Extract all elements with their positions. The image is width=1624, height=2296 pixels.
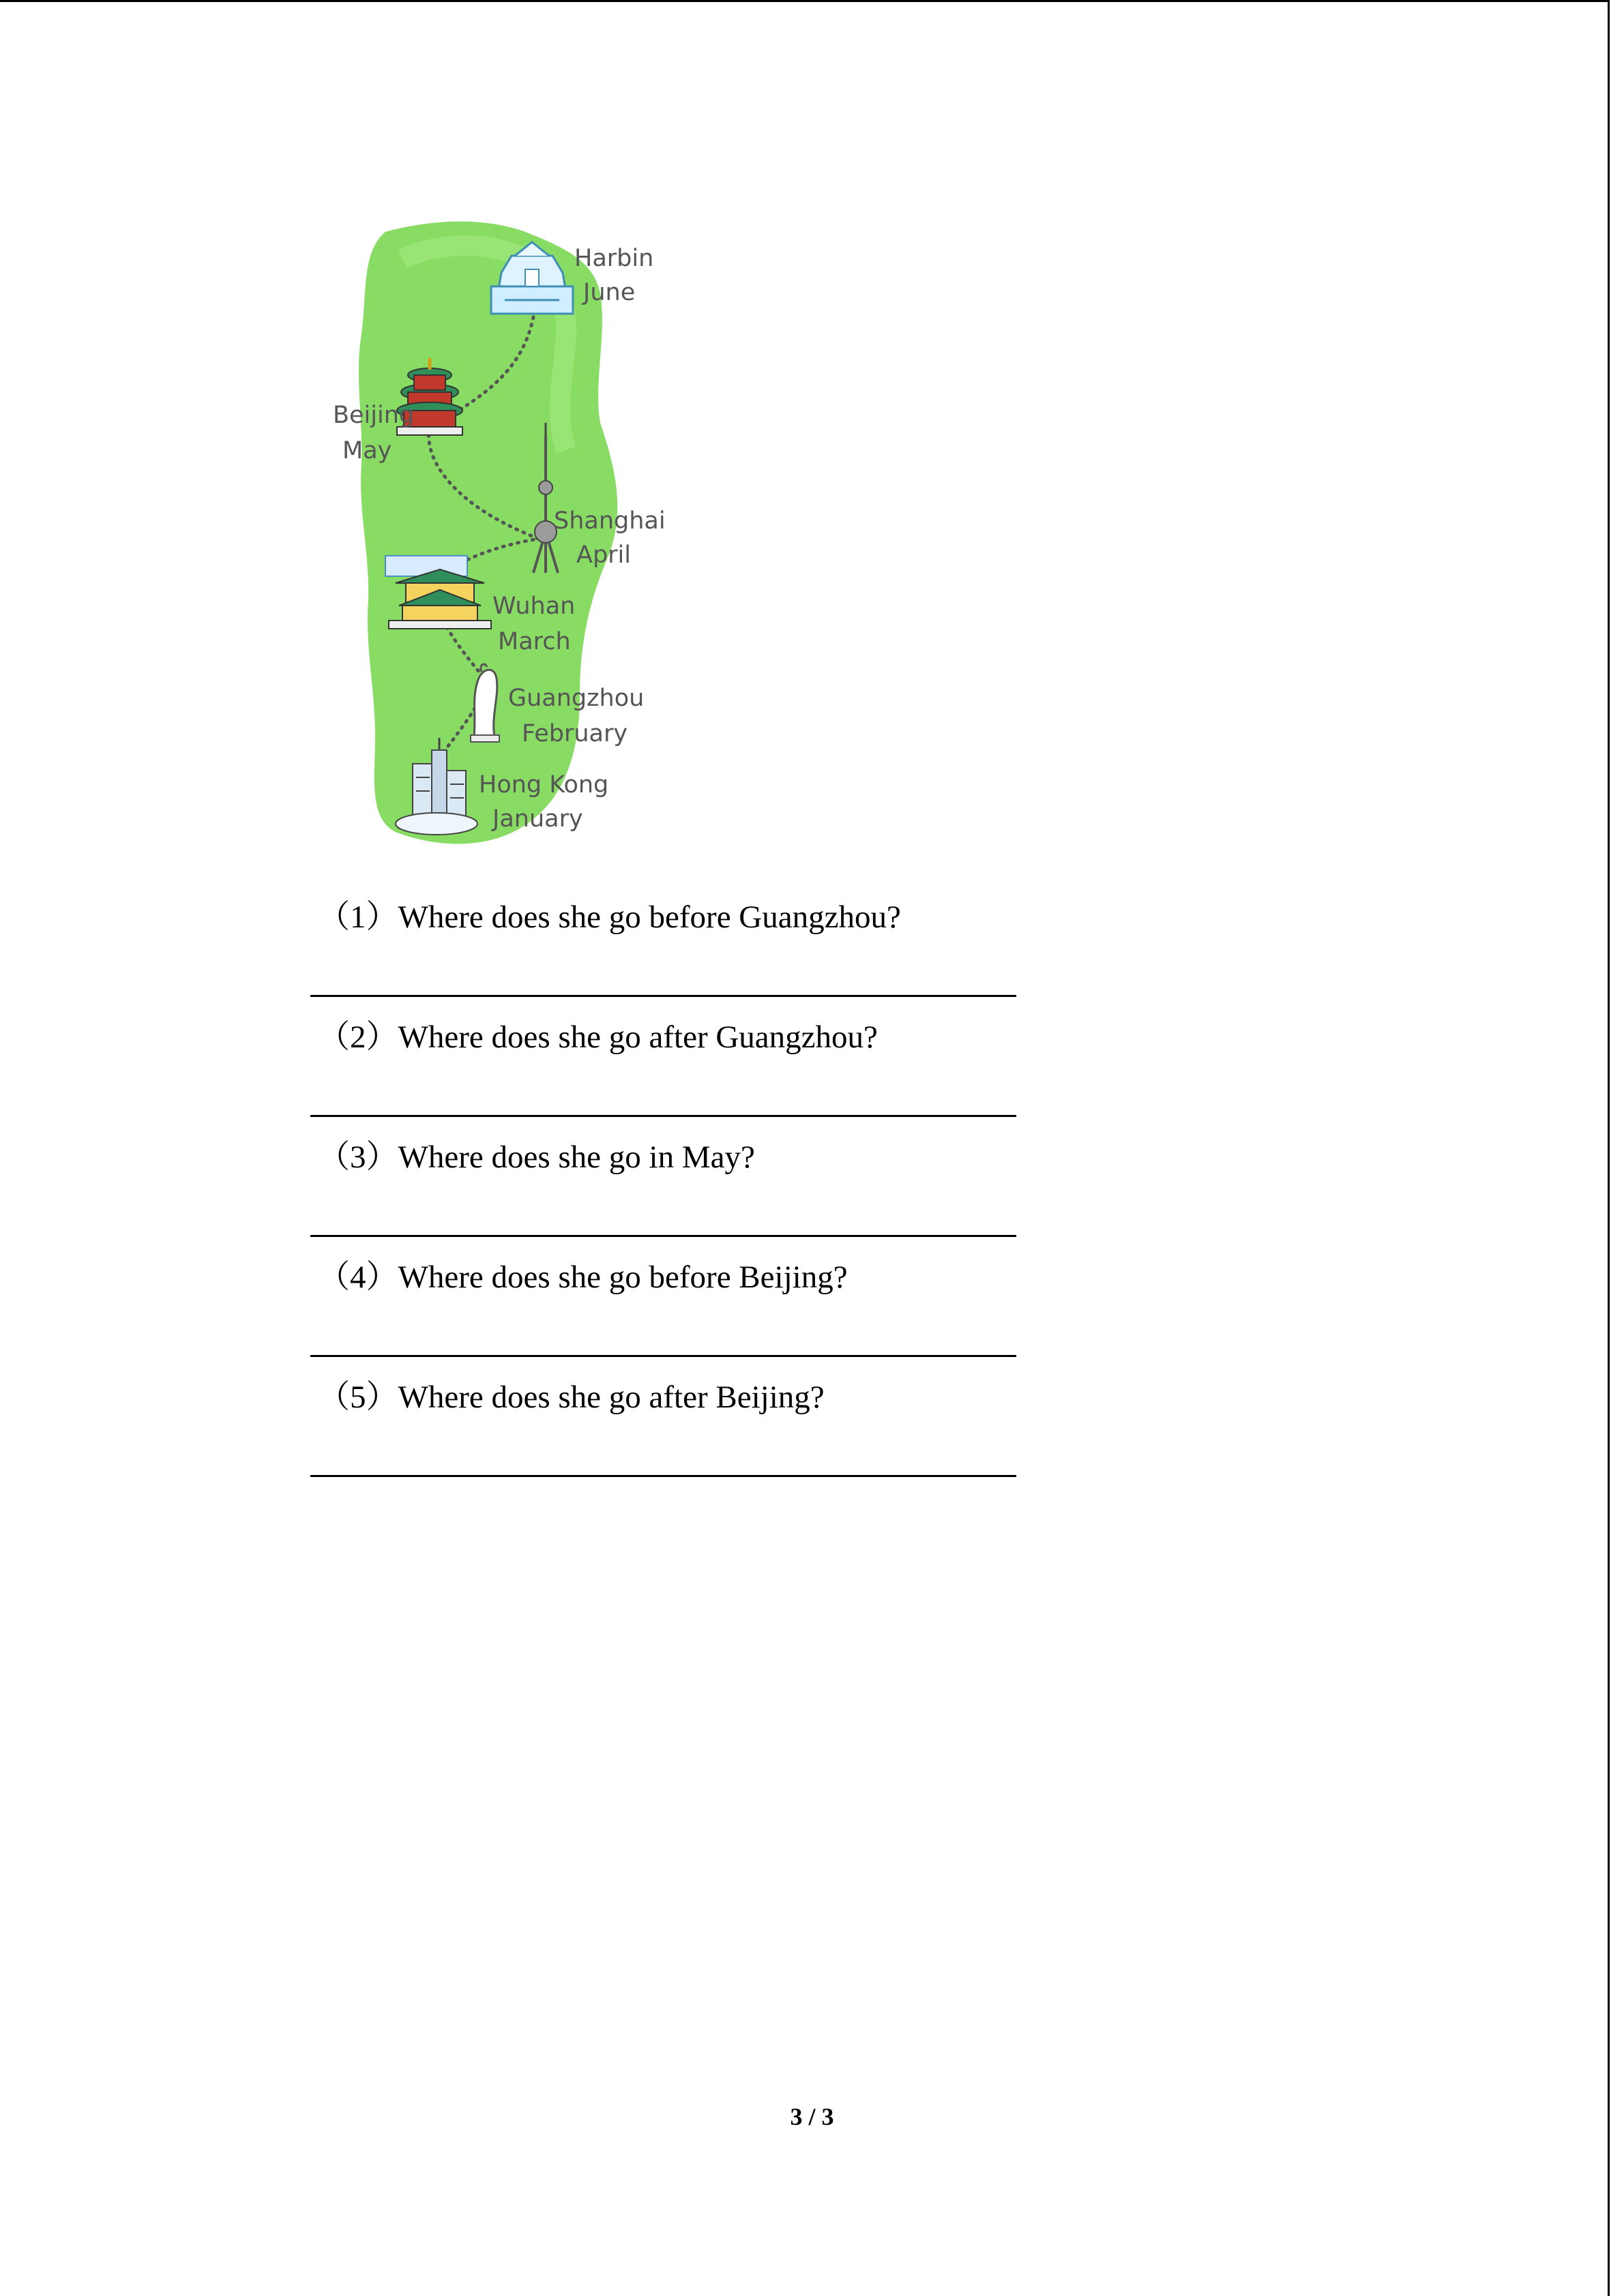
question-text: Where does she go after Guangzhou?: [398, 1019, 878, 1055]
map-label-city: Hong Kong: [479, 771, 609, 799]
map-label-city: Beijing: [333, 402, 415, 429]
question-number: （5）: [318, 1380, 398, 1415]
question-number: （3）: [318, 1139, 398, 1175]
question-number: （2）: [318, 1019, 398, 1055]
map-label-month: June: [583, 279, 636, 306]
map-label-city: Harbin: [574, 245, 654, 272]
question-3: [318, 1139, 755, 1175]
map-label-city: Wuhan: [492, 593, 576, 620]
map-label-city: Shanghai: [554, 507, 666, 535]
question-2: [318, 1019, 878, 1055]
answer-line-1[interactable]: [310, 995, 1016, 997]
question-1: [318, 901, 901, 934]
question-text: Where does she go in May?: [398, 1139, 755, 1175]
question-text: Where does she go before Guangzhou?: [398, 899, 901, 935]
answer-line-3[interactable]: [310, 1235, 1016, 1237]
map-label-month: January: [492, 805, 583, 833]
question-number: （4）: [318, 1259, 398, 1295]
question-5: [318, 1382, 825, 1414]
answer-line-5[interactable]: [310, 1475, 1016, 1477]
question-4: [318, 1259, 848, 1295]
map-label-month: April: [576, 541, 631, 569]
page-number: 3 / 3: [790, 2103, 834, 2130]
map-label-month: May: [342, 437, 392, 464]
answer-line-2[interactable]: [310, 1115, 1016, 1117]
map-label-month: March: [498, 628, 571, 655]
map-label-month: February: [522, 720, 628, 747]
travel-route-map: [321, 218, 675, 859]
question-text: Where does she go after Beijing?: [398, 1380, 825, 1415]
question-text: Where does she go before Beijing?: [398, 1259, 848, 1295]
map-label-city: Guangzhou: [508, 685, 645, 712]
question-number: （1）: [318, 899, 398, 935]
answer-line-4[interactable]: [310, 1355, 1016, 1357]
